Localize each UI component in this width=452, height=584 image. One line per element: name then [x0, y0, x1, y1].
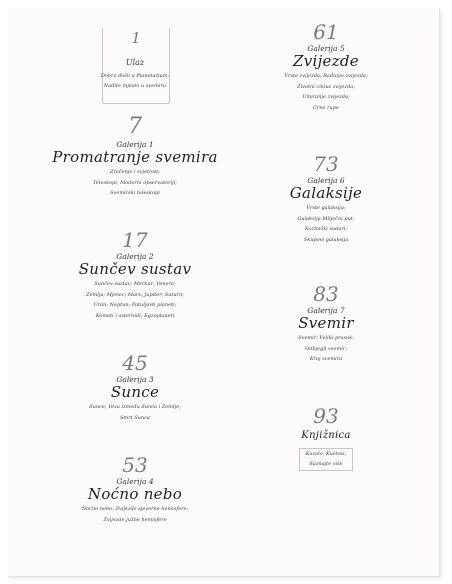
entry-subtopics: Svemir; Veliki prasak;: [298, 335, 354, 342]
entry-subtopics: Zračenje i svjetlost;: [110, 169, 160, 176]
entry-subtopics: Sunčev sustav; Merkur; Venera;: [94, 281, 176, 288]
toc-entry-galerija-2[interactable]: [36, 230, 234, 321]
toc-entry-galerija-5[interactable]: [246, 22, 406, 113]
page-number: 61: [313, 20, 339, 44]
entry-subtopics: Galaksija Mliječni put;: [297, 215, 355, 222]
entry-subtopics: Životni ciklus zvijezda;: [297, 83, 355, 90]
gallery-title: Sunce: [110, 383, 160, 401]
gallery-title: Galaksije: [289, 184, 363, 202]
gallery-label: Galerija 1: [116, 140, 154, 149]
contents-page: [8, 8, 440, 577]
entry-subtopics: Sunce; Veza između Sunca i Zemlje;: [89, 404, 181, 411]
page-number: 1: [131, 29, 141, 47]
entry-subtopics: Skupovi galaksija: [303, 236, 349, 243]
gallery-label: Galerija 6: [307, 176, 345, 185]
gallery-title: Svemir: [298, 314, 354, 332]
entry-subtopics: Umiranje zvijezda;: [302, 94, 350, 101]
gallery-label: Galerija 4: [116, 477, 154, 486]
entry-subtopics: Teleskopi; Moderni opservatoriji;: [92, 179, 177, 186]
gallery-label: Galerija 7: [307, 306, 345, 315]
gallery-label: Galerija 3: [116, 375, 154, 384]
page-number: 45: [122, 351, 148, 375]
entry-subtopics: Smrt Sunca: [120, 414, 150, 421]
toc-entry-galerija-1[interactable]: [36, 116, 234, 199]
toc-entry-knjiznica[interactable]: [246, 406, 406, 471]
entry-subtopics: Dobro došli u Planetarium;: [100, 72, 170, 79]
gallery-title: Sunčev sustav: [78, 260, 192, 278]
page-number: 53: [122, 453, 148, 477]
gallery-title: Noćno nebo: [87, 485, 183, 503]
page-number: 7: [128, 114, 142, 139]
entry-subtopics: Vrste galaksija;: [306, 205, 346, 212]
entry-subtopics: Zemlja; Mjesec; Mars; Jupiter; Saturn;: [86, 291, 184, 298]
toc-entry-galerija-4[interactable]: [36, 455, 234, 525]
page-number: 17: [122, 228, 148, 252]
toc-entry-ulaz-text: [48, 58, 222, 92]
toc-entry-galerija-3[interactable]: [36, 353, 234, 423]
library-box: [299, 448, 354, 471]
gallery-title: Zvijezde: [292, 52, 359, 70]
entry-subtopics: Crne rupe: [313, 104, 339, 111]
entry-subtopics: Noćno nebo; Zvijezde sjeverne hemisfere;: [81, 506, 189, 513]
entry-subtopics: Kraj svemira: [309, 356, 343, 363]
page-number: 93: [313, 404, 339, 428]
page-number: 83: [313, 282, 339, 306]
gallery-label: Galerija 5: [307, 44, 345, 53]
entry-subtopics: Kometi i asteroidi; Egzoplaneti: [95, 312, 175, 319]
entry-subtopics: Odbjegli svemir;: [305, 345, 347, 352]
section-title: Knjižnica: [301, 430, 351, 441]
toc-entry-galerija-7[interactable]: [246, 284, 406, 365]
entry-subtopics: Kazalo; Kustosi;: [305, 450, 347, 457]
gallery-label: Galerija 2: [116, 252, 154, 261]
entry-subtopics: Svemirski teleskopi: [110, 190, 160, 197]
section-name: Ulaz: [125, 58, 145, 67]
entry-subtopics: Kozmički sudari;: [304, 226, 348, 233]
entry-subtopics: Zvijezde južne hemisfere: [103, 516, 167, 523]
entry-subtopics: Vrste zvijezda; Rađanje zvijezda;: [284, 73, 368, 80]
gallery-title: Promatranje svemira: [52, 148, 218, 166]
toc-entry-galerija-6[interactable]: [246, 154, 406, 245]
entry-subtopics: Uran; Neptun; Patuljasti planeti;: [93, 302, 177, 309]
page-number: 73: [313, 152, 339, 176]
entry-subtopics: Nađite mjesto u svemiru: [103, 83, 167, 90]
entry-subtopics: Saznajte više: [309, 461, 343, 467]
